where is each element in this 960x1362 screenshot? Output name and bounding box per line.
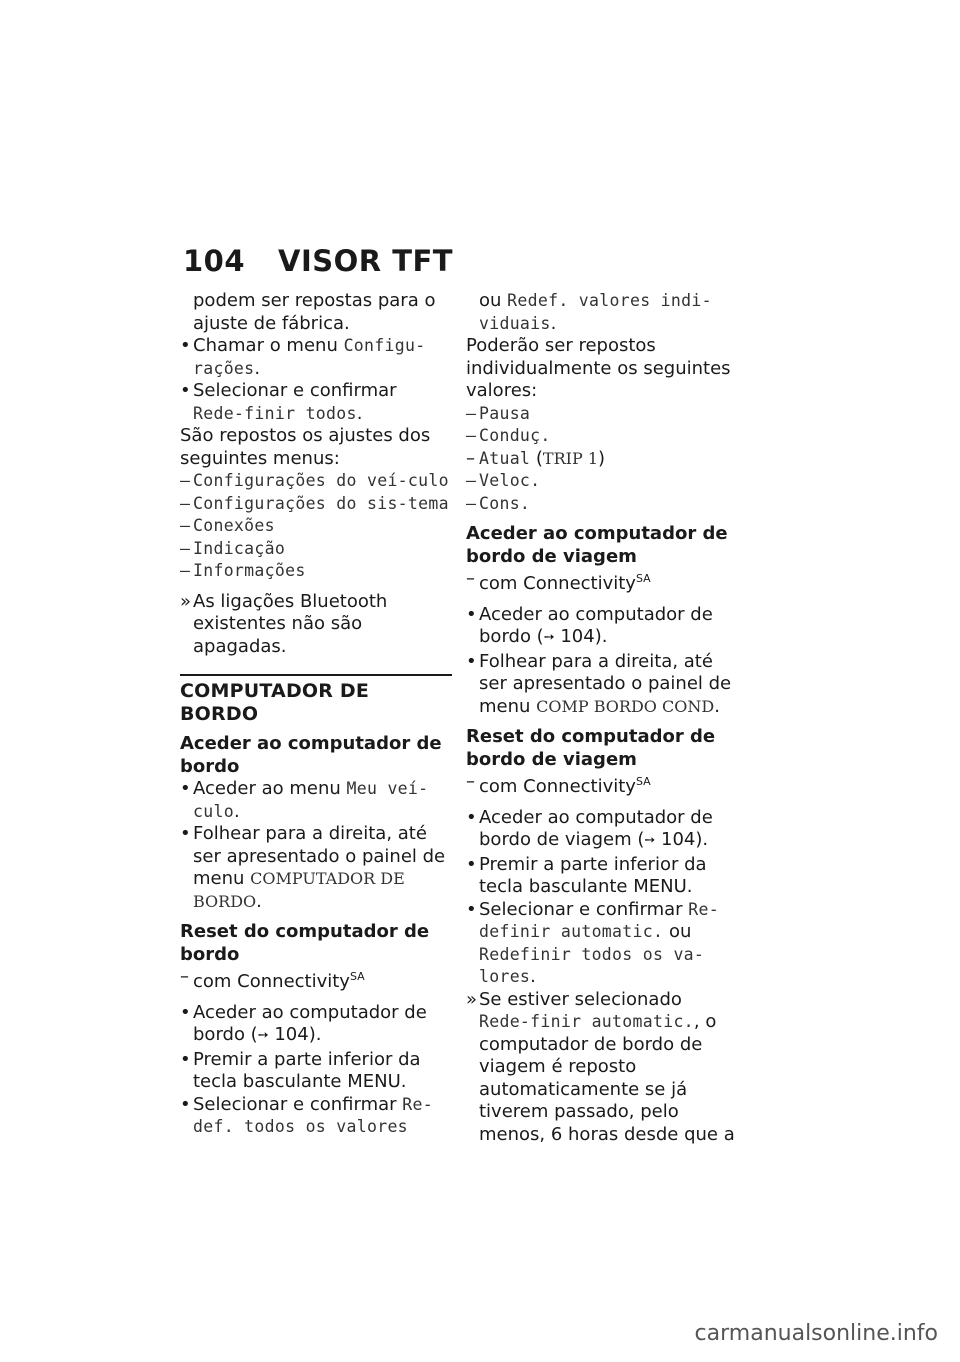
bullet-item: • Selecionar e confirmar Re-definir automatic. ou Redefinir todos os va-lores. (466, 899, 738, 989)
menu-code: Rede-finir todos (193, 403, 357, 423)
equipment-note: – com Connectivity$^{SA}$ (466, 568, 738, 596)
menu-code: Redefinir todos os va-lores (479, 944, 705, 986)
bullet-item: • Aceder ao menu Meu veí-culo. (180, 778, 452, 823)
subheading: Aceder ao computador de bordo (180, 733, 442, 777)
menu-code: COMPUTADOR DE BORDO (193, 869, 405, 911)
page-header (183, 244, 453, 278)
bullet-item: • Aceder ao computador de bordo de viagem (➙ 104). (466, 807, 738, 854)
watermark: carmanualsonline.info (694, 1321, 938, 1346)
list-item: – Informações (180, 560, 452, 583)
bullet-item: • Aceder ao computador de bordo (➙ 104). (466, 604, 738, 651)
note: » Se estiver selecionado Rede-finir automatic., o computador de bordo de viagem é reposto automaticamente se já tiverem passado, pelo menos, 6 horas desde que a (466, 989, 738, 1147)
list-item: – Atual (TRIP 1) (466, 448, 738, 471)
note: » As ligações Bluetooth existentes não são apagadas. (180, 591, 452, 659)
page-ref-arrow-icon: ➙ (257, 1028, 269, 1043)
section-title: COMPUTADOR DE BORDO (180, 674, 452, 725)
list-item: – Configurações do sis-tema (180, 493, 452, 516)
bullet-item: • Folhear para a direita, até ser apresentado o painel de menu COMP BORDO COND. (466, 651, 738, 719)
bullet-item: • Folhear para a direita, até ser apresentado o painel de menu COMPUTADOR DE BORDO. (180, 823, 452, 913)
page-title: VISOR TFT (278, 244, 454, 278)
list-item: – Veloc. (466, 470, 738, 493)
page-ref-arrow-icon: ➙ (644, 833, 656, 848)
left-column (180, 290, 452, 1139)
bullet-item: • Chamar o menu Configu-rações. (180, 335, 452, 380)
paragraph: Poderão ser repostos individualmente os seguintes valores: (466, 335, 731, 401)
menu-code: Meu veí-culo (193, 779, 429, 821)
menu-code: COMP BORDO COND (536, 696, 715, 716)
list-item: – Pausa (466, 403, 738, 426)
equipment-note: – com Connectivity$^{SA}$ (466, 771, 738, 799)
paragraph: podem ser repostas para o ajuste de fábrica. (193, 290, 436, 334)
subheading: Reset do computador de bordo de viagem (466, 726, 716, 770)
menu-code: Configu-rações (193, 336, 426, 378)
menu-code: Redef. valores indi-viduais (479, 291, 712, 333)
bullet-item: • Selecionar e confirmar Re-def. todos os valores (180, 1094, 452, 1139)
menu-code: Re-def. todos os valores (193, 1094, 433, 1136)
page-ref-arrow-icon: ➙ (543, 630, 555, 645)
equipment-note: – com Connectivity$^{SA}$ (180, 966, 452, 994)
page-number: 104 (183, 244, 246, 278)
menu-code: Rede-finir automatic. (479, 1012, 694, 1031)
bullet-item: • Premir a parte inferior da tecla basculante MENU. (466, 854, 738, 899)
paragraph: São repostos os ajustes dos seguintes menus: (180, 425, 431, 469)
list-item: – Conexões (180, 515, 452, 538)
list-item: – Indicação (180, 538, 452, 561)
bullet-item: • Premir a parte inferior da tecla basculante MENU. (180, 1049, 452, 1094)
right-column (466, 290, 738, 1146)
list-item: – Configurações do veí-culo (180, 470, 452, 493)
subheading: Aceder ao computador de bordo de viagem (466, 523, 728, 567)
list-item: – Conduç. (466, 425, 738, 448)
bullet-item: • Aceder ao computador de bordo (➙ 104). (180, 1002, 452, 1049)
menu-code: Re-definir automatic. (479, 899, 719, 941)
list-item: – Cons. (466, 493, 738, 516)
bullet-item: • Selecionar e confirmar Rede-finir todos. (180, 380, 452, 425)
subheading: Reset do computador de bordo (180, 921, 430, 965)
continued-line: ou Redef. valores indi-viduais. (479, 290, 712, 334)
